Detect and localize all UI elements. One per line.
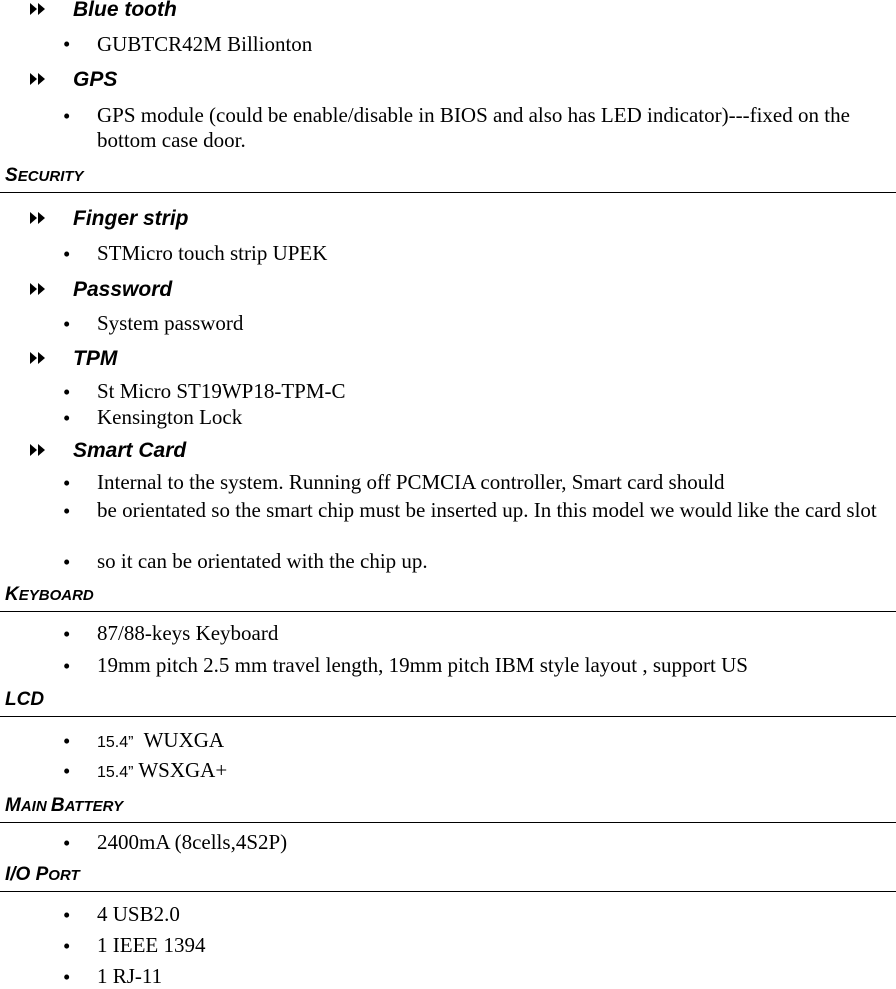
section-heading-security: SECURITY [5,165,84,186]
list-item: STMicro touch strip UPEK [97,241,328,265]
double-arrow-icon [28,70,48,88]
section-divider [0,891,896,892]
double-arrow-icon [28,349,48,367]
section-heading-keyboard: KEYBOARD [5,584,94,605]
bullet-icon: • [63,965,71,989]
bullet-icon: • [63,729,71,753]
list-item: 1 IEEE 1394 [97,933,206,957]
section-divider [0,822,896,823]
bullet-icon: • [63,499,71,523]
double-arrow-icon [28,441,48,459]
list-item: St Micro ST19WP18-TPM-C [97,379,346,403]
list-item: be orientated so the smart chip must be inserted up. In this model we would like the card slot [97,498,877,522]
list-item: GPS module (could be enable/disable in BIOS and also has LED indicator)---fixed on the bottom case door. [97,103,850,152]
bullet-icon: • [63,831,71,855]
list-item: so it can be orientated with the chip up. [97,549,428,573]
section-heading-main-battery: MAIN BATTERY [5,795,124,816]
list-item: 4 USB2.0 [97,902,180,926]
bullet-icon: • [63,312,71,336]
bullet-icon: • [63,654,71,678]
list-item: GUBTCR42M Billionton [97,32,313,56]
list-item: 1 RJ-11 [97,964,163,988]
bullet-icon: • [63,759,71,783]
subsection-title-finger-strip: Finger strip [73,207,189,230]
bullet-icon: • [63,934,71,958]
subsection-title-gps: GPS [73,68,118,91]
double-arrow-icon [28,280,48,298]
list-item: 2400mA (8cells,4S2P) [97,830,288,854]
section-heading-io-port: I/O PORT [5,864,80,885]
section-divider [0,611,896,612]
bullet-icon: • [63,32,71,56]
list-item: Kensington Lock [97,405,243,429]
bullet-icon: • [63,380,71,404]
bullet-icon: • [63,406,71,430]
bullet-icon: • [63,622,71,646]
section-heading-lcd: LCD [5,689,45,710]
subsection-title-bluetooth: Blue tooth [73,0,177,21]
bullet-icon: • [63,903,71,927]
section-divider [0,192,896,193]
subsection-title-smart-card: Smart Card [73,439,187,462]
subsection-title-tpm: TPM [73,347,118,370]
list-item: 19mm pitch 2.5 mm travel length, 19mm pitch IBM style layout , support US [97,653,748,677]
list-item: 15.4” WSXGA+ [97,758,228,782]
list-item: 15.4” WUXGA [97,728,225,752]
section-divider [0,716,896,717]
list-item: System password [97,311,244,335]
double-arrow-icon [28,0,48,18]
subsection-title-password: Password [73,278,173,301]
double-arrow-icon [28,209,48,227]
bullet-icon: • [63,242,71,266]
list-item: Internal to the system. Running off PCMCIA controller, Smart card should [97,470,725,494]
bullet-icon: • [63,471,71,495]
bullet-icon: • [63,550,71,574]
list-item: 87/88-keys Keyboard [97,621,279,645]
bullet-icon: • [63,104,71,128]
